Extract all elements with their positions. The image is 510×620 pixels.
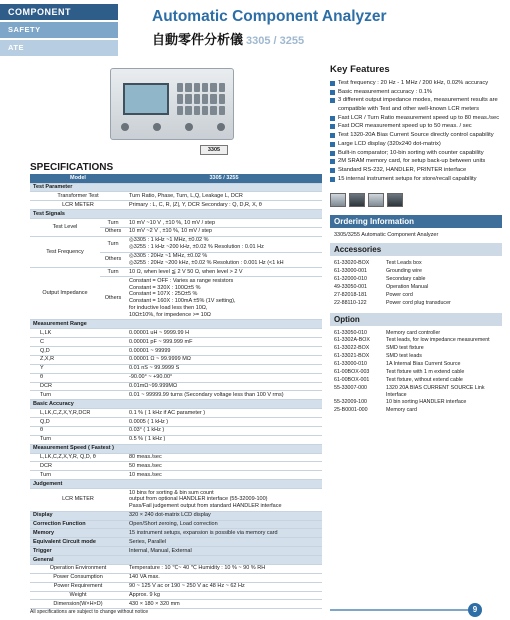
key-feature-item: Test 1320-20A Bias Current Source directly control capability [330,131,502,140]
part-number: 55-32009-100 [334,399,367,406]
part-description: 10 bin sorting HANDLER interface [386,399,467,406]
spec-label: Output Impedance [30,268,100,320]
spec-value: 0.00001 uH ~ 9999.99 H [126,329,322,338]
spec-section-row [30,480,322,489]
spec-row [30,564,322,573]
part-number: 25-B0001-000 [334,407,368,414]
product-keypad [177,83,225,115]
spec-section-title: Basic Accuracy [30,400,322,409]
spec-label: Weight [30,591,126,600]
spec-row [30,338,322,347]
spec-label: Q,D [30,418,126,427]
part-number: 61-32000-010 [334,276,367,282]
spec-section-title: Trigger [30,547,126,556]
spec-row [30,347,322,356]
spec-section-title: Measurement Speed ( Fastest ) [30,444,322,453]
spec-row [30,201,322,210]
spec-value: 10 meas./sec [126,471,322,480]
spec-row [30,489,322,512]
part-description: Power cord [386,291,413,298]
spec-row [30,382,322,391]
key-feature-item: Fast DCR measurement speed up to 50 meas. / sec [330,122,502,131]
spec-label: Turn [30,391,126,400]
spec-value: 80 meas./sec [126,453,322,462]
spec-value: 320 × 240 dot-matrix LCD display [126,511,322,520]
spec-label: Test Level [30,219,100,237]
spec-section-title: Test Parameter [30,183,322,192]
spec-label: Test Frequency [30,236,100,268]
spec-value: 10 bins for sorting & bin sum count output from optional HANDLER interface (55-32009-100) Pass/Fail judgement output from standard HANDLER interface [126,489,322,512]
part-description: Test Leads box [386,260,422,267]
spec-label: Q,D [30,347,126,356]
spec-value: 0.01 nS ~ 99.9999 S [126,364,322,373]
spec-value: 0.00001 pF ~ 999.999 mF [126,338,322,347]
key-feature-item: 2M SRAM memory card, for setup back-up between units [330,157,502,166]
spec-row [30,426,322,435]
spec-section-title: Measurement Range [30,320,322,329]
part-description: Grounding wire [386,268,422,275]
part-number: 55-33007-000 [334,384,367,391]
spec-label: θ [30,426,126,435]
page-number: 9 [468,603,482,617]
spec-value: Constant = OFF : Varies as range resistors Constant = 320X : 100Ω±5 % Constant = 107X : 25Ω±5 % Constant = 160X : 100mA ±5% (1V setting), for inductive load less then 10Ω, 10Ω±10%, for impedence >= 10Ω [126,277,322,320]
key-feature-item: Fast LCR / Turn Ratio measurement speed up to 80 meas./sec [330,114,502,123]
spec-value: 0.00001 ~ 99999 [126,347,322,356]
accessory-row [330,292,502,300]
spec-value: 10 mV ~2 V , ±10 %, 10 mV / step [126,227,322,236]
key-features-heading: Key Features [330,64,390,75]
spec-value: 50 meas./sec [126,462,322,471]
spec-sublabel: Turn [100,268,126,277]
spec-section-row [30,183,322,192]
spec-value: 15 instrument setups, expansion is possible via memory card [126,529,322,538]
page-title-chinese [152,29,304,48]
part-description: SMD test leads [386,353,422,360]
spec-row [30,236,322,252]
spec-section-row [30,400,322,409]
accessory-row [330,284,502,292]
product-photo [110,68,234,140]
page-title: Automatic Component Analyzer [152,8,387,25]
part-number: 61-33000-010 [334,361,367,367]
spec-row [30,462,322,471]
spec-section-row [30,210,322,219]
spec-model-value: 3305 / 3255 [126,174,322,183]
product-model-badge: 3305 [200,145,228,155]
product-lcd-screen [123,83,169,115]
part-description: SMD test fixture [386,345,424,352]
part-description: Test fixture with 1 m extend cable [386,368,465,375]
key-feature-item: Standard RS-232, HANDLER, PRINTER interface [330,166,502,175]
option-row [330,385,502,400]
part-number: 22-88110-122 [334,299,367,306]
ordering-desc: Automatic Component Analyzer [361,232,439,239]
key-feature-item: Large LCD display (320x240 dot-matrix) [330,140,502,149]
spec-row [30,591,322,600]
ordering-code: 3305/3255 [334,232,360,239]
spec-value: 0.5 % ( 1 kHz ) [126,435,322,444]
spec-label: LCR METER [30,201,126,210]
part-description: 1A Internal Bias Current Source [386,361,461,367]
spec-sublabel: Others [100,252,126,268]
option-row [330,407,502,415]
accessory-row [330,268,502,276]
spec-sublabel: Others [100,227,126,236]
part-number: 61-00BOX-001 [334,376,370,383]
product-thumbnails [330,193,502,207]
accessory-row [330,300,502,308]
part-number: 61-33020-BOX [334,260,370,267]
option-row [330,361,502,369]
spec-label: L,LK [30,329,126,338]
spec-row [30,435,322,444]
spec-label: Dimension(W×H×D) [30,600,126,609]
key-feature-item: Basic measurement accuracy : 0.1% [330,88,502,97]
part-description: Secondary cable [386,276,426,282]
accessory-row [330,276,502,284]
spec-row [30,364,322,373]
spec-row [30,409,322,418]
right-column [330,64,502,415]
specifications-table [30,174,322,609]
spec-section-row [30,520,322,529]
tab-ate: ATE [0,40,118,56]
spec-value: 0.01mΩ~99.999MΩ [126,382,322,391]
spec-label: Operation Environment [30,564,126,573]
page-footer-bar [330,609,468,611]
spec-value: 0.1 % ( 1 kHz if AC parameter ) [126,409,322,418]
spec-value: 140 VA max. [126,573,322,582]
spec-label: L,LK,C,Z,X,Y,R, Q,D, θ [30,453,126,462]
spec-label: Turn [30,471,126,480]
option-row [330,345,502,353]
spec-section-row [30,511,322,520]
ordering-item [330,232,502,238]
spec-section-row [30,444,322,453]
spec-model-row [30,174,322,183]
spec-sublabel: Others [100,277,126,320]
part-description: Power cord plug transducer [386,299,451,306]
spec-section-title: General [30,556,322,565]
key-feature-item: 15 internal instrument setups for store/recall capability [330,175,502,184]
spec-value: Temperature : 10 ℃~ 40 ℃ Humidity : 10 % ~ 90 % RH [126,564,322,573]
part-number: 27-82018-181 [334,291,367,298]
spec-value: Primary : L, C, R, |Z|, Y, DCR Secondary : Q, D,R, X, θ [126,201,322,210]
spec-row [30,355,322,364]
spec-value: 10 Ω, when level ≦ 2 V 50 Ω, when level > 2 V [126,268,322,277]
thumbnail-image [368,193,384,207]
spec-section-title: Memory [30,529,126,538]
specifications-heading: SPECIFICATIONS [30,162,114,173]
spec-row [30,600,322,609]
spec-row [30,391,322,400]
spec-row [30,373,322,382]
tab-safety: SAFETY [0,22,118,38]
spec-value: ◎3305 : 1 kHz ~1 MHz, ±0.02 % ◎3255 : 1 kHz ~200 kHz, ±0.02 % Resolution : 0.01 Hz [126,236,322,252]
footnote: All specifications are subject to change without notice [30,609,149,615]
spec-section-row [30,538,322,547]
option-row [330,330,502,338]
ordering-information-heading: Ordering Information [330,215,502,228]
spec-value: 0.03° ( 1 kHz ) [126,426,322,435]
spec-value: 0.01 ~ 99999.99 turns (Secondary voltage less than 100 V rms) [126,391,322,400]
part-description: Test fixture, without extend cable [386,376,463,383]
spec-section-title: Judgement [30,480,322,489]
spec-row [30,192,322,201]
spec-label: Turn [30,435,126,444]
key-feature-item: Test frequency : 20 Hz - 1 MHz / 200 kHz, 0.02% accuracy [330,79,502,88]
spec-value: 0.00001 Ω ~ 99.9999 MΩ [126,355,322,364]
spec-label: Z,X,R [30,355,126,364]
spec-row [30,418,322,427]
accessories-heading: Accessories [330,243,502,256]
spec-section-row [30,529,322,538]
part-description: Operation Manual [386,283,429,290]
part-description: Memory card [386,407,417,414]
accessory-row [330,260,502,268]
product-connectors [121,123,225,131]
spec-section-title: Correction Function [30,520,126,529]
spec-section-row [30,556,322,565]
spec-model-label: Model [30,174,126,183]
tab-component: COMPONENT [0,4,118,20]
spec-row [30,573,322,582]
spec-row [30,582,322,591]
spec-value: ◎3305 : 20Hz ~1 MHz, ±0.02 % ◎3255 : 20Hz ~200 kHz, ±0.02 % Resolution : 0.001 Hz (<1 kH [126,252,322,268]
accessories-table [330,260,502,307]
spec-row [30,329,322,338]
key-feature-item: 3 different output impedance modes, measurement results are compatible with Test and other well-known LCR meters [330,96,502,113]
spec-value: 430 × 180 × 320 mm [126,600,322,609]
part-number: 61-33021-BOX [334,353,370,360]
option-row [330,337,502,345]
spec-label: C [30,338,126,347]
spec-row [30,219,322,228]
spec-section-row [30,547,322,556]
option-row [330,377,502,385]
thumbnail-image [349,193,365,207]
spec-value: Approx. 9 kg [126,591,322,600]
spec-label: Power Consumption [30,573,126,582]
spec-label: LCR METER [30,489,126,512]
spec-section-title: Equivalent Circuit mode [30,538,126,547]
spec-label: DCR [30,462,126,471]
spec-row [30,268,322,277]
part-description: Test leads, for low impedance measurement [386,337,490,344]
spec-sublabel: Turn [100,236,126,252]
title-model-range: 3305 / 3255 [246,35,305,47]
spec-label: DCR [30,382,126,391]
spec-label: Transformer Test [30,192,126,201]
spec-value: -90.00° ~ +90.00° [126,373,322,382]
spec-label: L,LK,C,Z,X,Y,R,DCR [30,409,126,418]
part-description: 1320 20A BIAS CURRENT SOURCE Link Interface [386,384,485,398]
spec-section-title: Display [30,511,126,520]
part-number: 61-00BOX-003 [334,368,370,375]
spec-value: Series, Parallel [126,538,322,547]
thumbnail-image [330,193,346,207]
key-feature-item: Built-in comparator; 10-bin sorting with counter capability [330,149,502,158]
title-chinese-text: 自動零件分析儀 [152,32,244,47]
options-table [330,330,502,416]
spec-value: 0.0005 ( 1 kHz ) [126,418,322,427]
spec-section-row [30,320,322,329]
spec-value: 10 mV ~10 V , ±10 %, 10 mV / step [126,219,322,228]
thumbnail-image [387,193,403,207]
spec-label: Power Requirement [30,582,126,591]
spec-value: Turn Ratio, Phase, Turn, L,Q, Leakage L, DCR [126,192,322,201]
spec-value: Open/Short zeroing, Load correction [126,520,322,529]
spec-row [30,471,322,480]
part-number: 61-33000-001 [334,268,367,275]
option-row [330,369,502,377]
spec-label: θ [30,373,126,382]
spec-value: 90 ~ 125 V ac or 190 ~ 250 V ac 48 Hz ~ 62 Hz [126,582,322,591]
part-number: 61-3302A-BOX [334,337,370,344]
spec-value: Internal, Manual, External [126,547,322,556]
part-description: Memory card controller [386,329,441,336]
option-heading: Option [330,313,502,326]
spec-sublabel: Turn [100,219,126,228]
key-features-list [330,79,502,183]
spec-label: Y [30,364,126,373]
part-number: 49-33050-001 [334,283,367,290]
part-number: 61-33022-BOX [334,345,370,352]
category-tabs [0,4,118,58]
option-row [330,353,502,361]
spec-row [30,453,322,462]
part-number: 61-33050-010 [334,329,367,336]
spec-section-title: Test Signals [30,210,322,219]
option-row [330,399,502,407]
